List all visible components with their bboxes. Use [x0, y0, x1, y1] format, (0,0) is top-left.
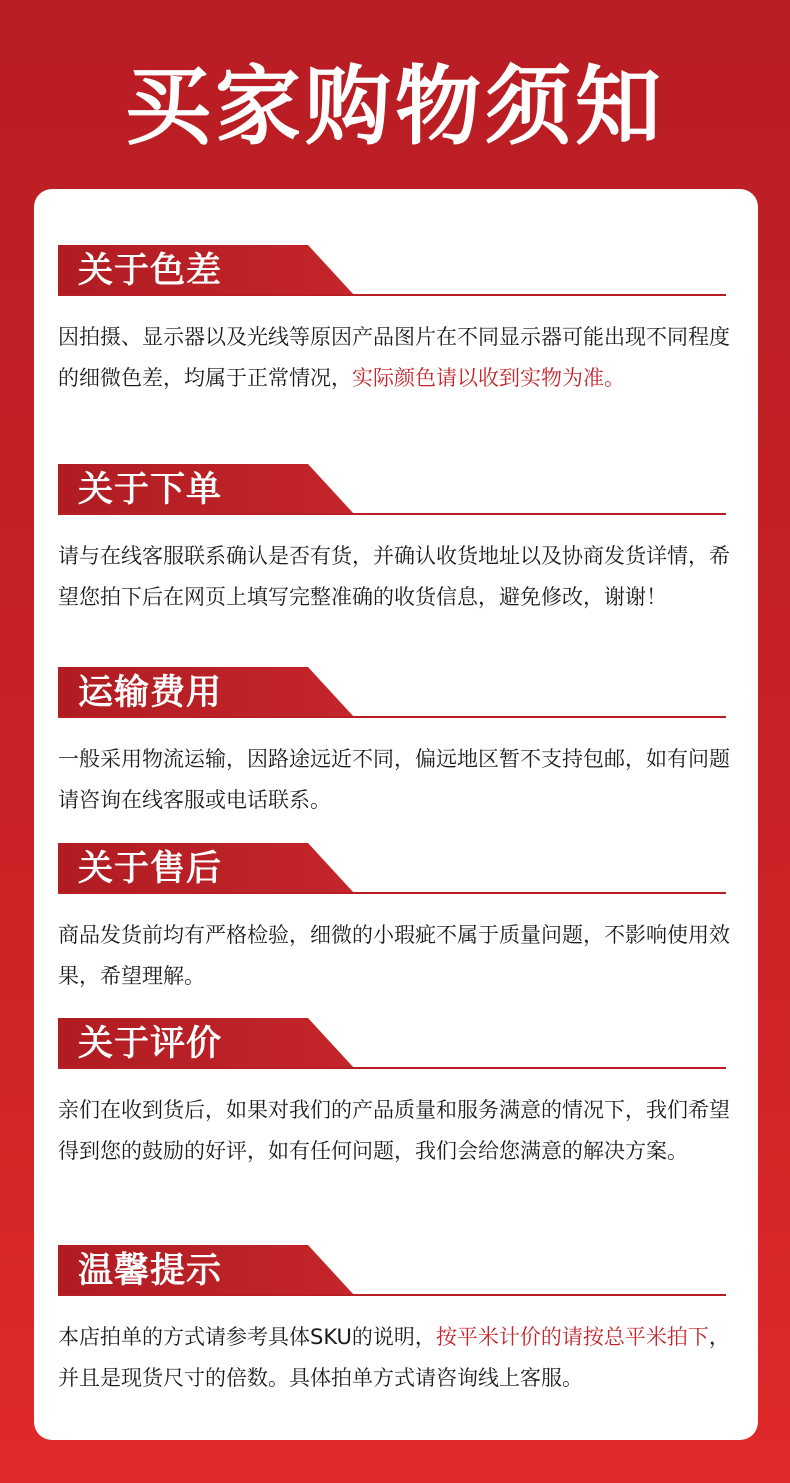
highlight-text: 按平米计价的请按总平米拍下 — [435, 1325, 709, 1349]
section-heading: 运输费用 — [78, 673, 223, 713]
section-body — [58, 1317, 730, 1399]
section-banner — [58, 464, 726, 518]
section-body — [58, 915, 730, 997]
section-tips — [58, 1245, 730, 1399]
body-text-tail: ，并且是现货尺寸的倍数。具体拍单方式请咨询线上客服。 — [58, 1325, 730, 1390]
section-banner — [58, 667, 726, 721]
section-after-sales — [58, 843, 730, 997]
notice-card — [34, 189, 758, 1440]
page-title: 买家购物须知 — [125, 57, 665, 157]
section-banner — [58, 245, 726, 299]
body-text: 请与在线客服联系确认是否有货，并确认收货地址以及协商发货详情，希望您拍下后在网页上填写完整准确的收货信息，避免修改，谢谢！ — [58, 544, 730, 609]
highlight-text: 实际颜色请以收到实物为准。 — [352, 366, 625, 390]
section-body — [58, 317, 730, 399]
section-banner — [58, 843, 726, 897]
section-banner — [58, 1018, 726, 1072]
section-body — [58, 536, 730, 618]
section-color-difference — [58, 245, 730, 399]
section-heading: 关于色差 — [78, 251, 223, 291]
body-text: 本店拍单的方式请参考具体SKU的说明， — [58, 1325, 436, 1349]
body-text: 亲们在收到货后，如果对我们的产品质量和服务满意的情况下，我们希望得到您的鼓励的好评，如有任何问题，我们会给您满意的解决方案。 — [58, 1098, 730, 1163]
section-heading: 关于下单 — [78, 470, 223, 510]
section-heading: 关于评价 — [78, 1024, 223, 1064]
section-body — [58, 739, 730, 821]
section-ordering — [58, 464, 730, 618]
body-text: 因拍摄、显示器以及光线等原因产品图片在不同显示器可能出现不同程度的细微色差，均属于正常情况， — [58, 325, 730, 390]
section-heading: 关于售后 — [78, 849, 223, 889]
body-text: 一般采用物流运输，因路途远近不同，偏远地区暂不支持包邮，如有问题请咨询在线客服或电话联系。 — [58, 747, 730, 812]
section-body — [58, 1090, 730, 1172]
section-heading: 温馨提示 — [78, 1251, 223, 1291]
section-banner — [58, 1245, 726, 1299]
section-reviews — [58, 1018, 730, 1172]
body-text: 商品发货前均有严格检验，细微的小瑕疵不属于质量问题，不影响使用效果，希望理解。 — [58, 923, 730, 988]
section-shipping — [58, 667, 730, 821]
